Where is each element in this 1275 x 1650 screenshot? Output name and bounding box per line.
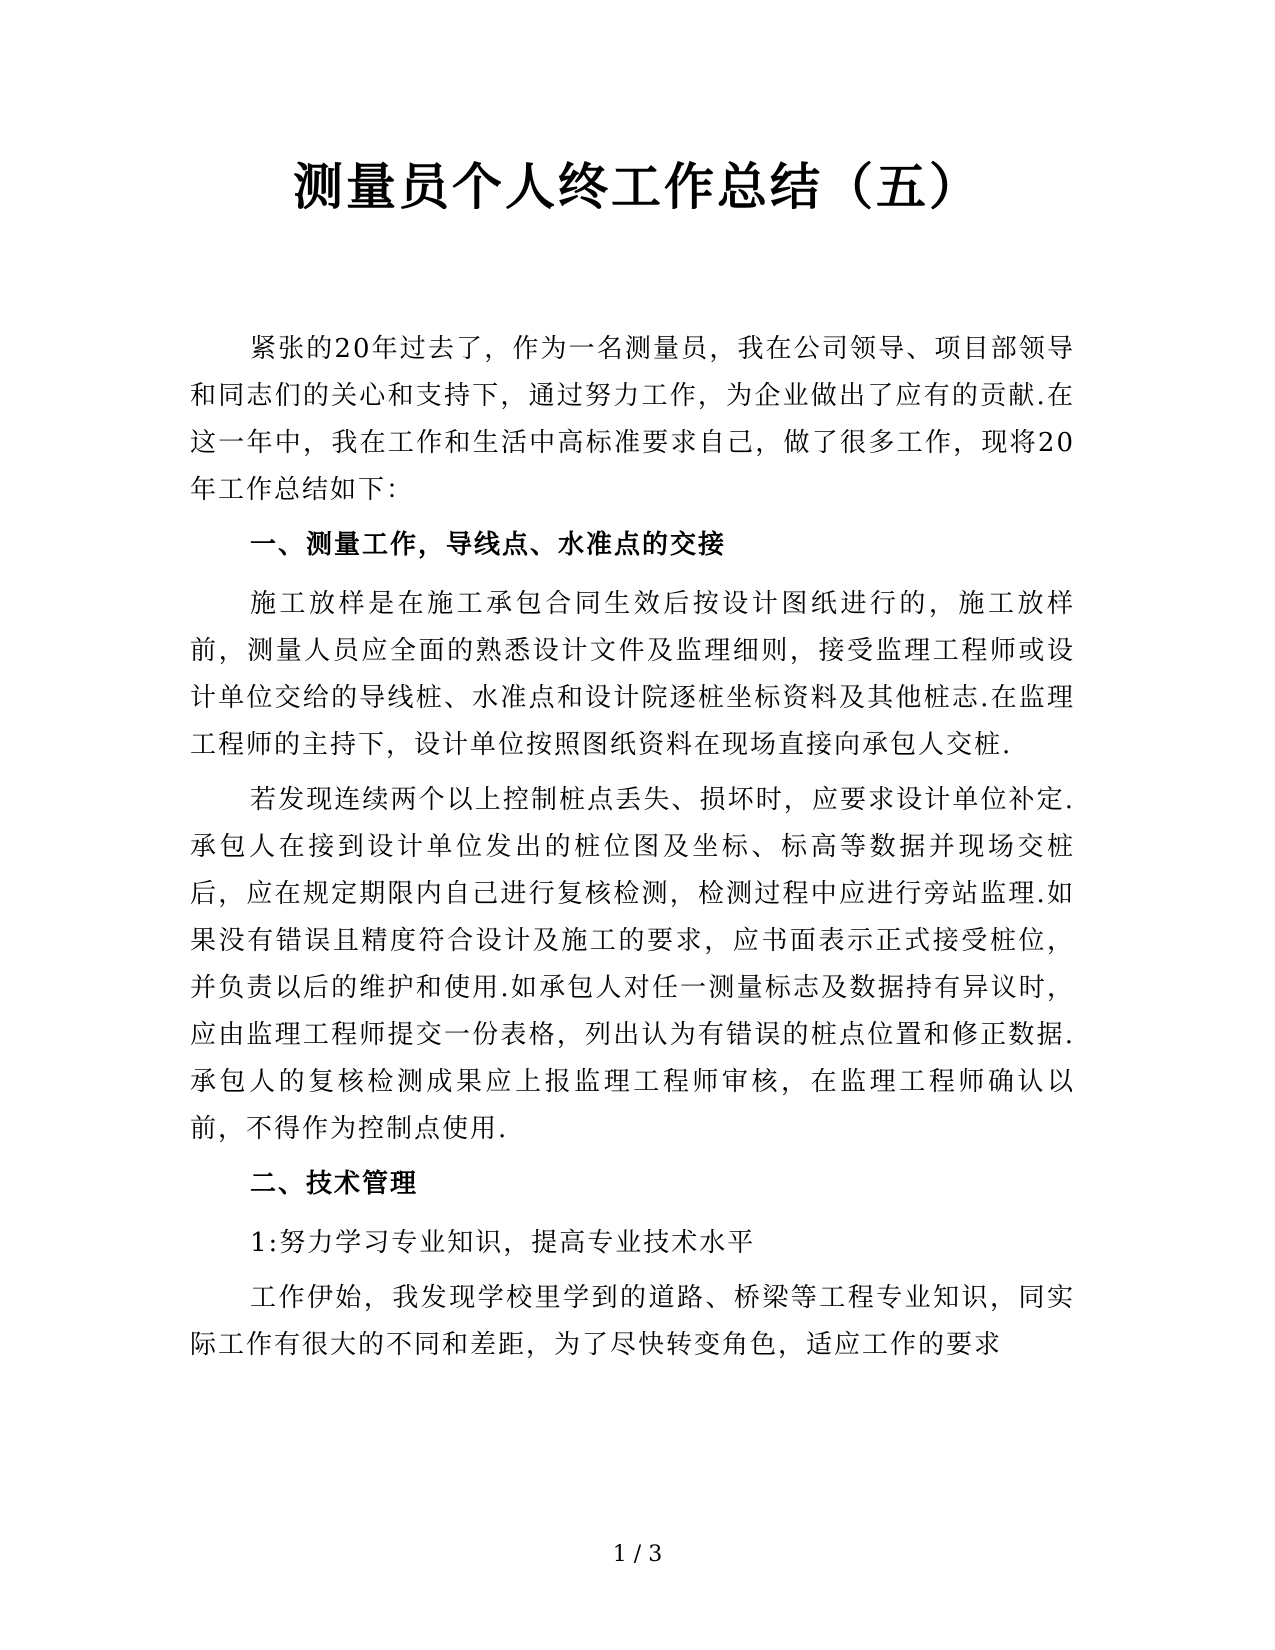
intro-paragraph: 紧张的20年过去了，作为一名测量员，我在公司领导、项目部领导和同志们的关心和支持下，通过努力工作，为企业做出了应有的贡献.在这一年中，我在工作和生活中高标准要求自己，做了很多工作，现将20年工作总结如下： <box>190 334 1075 505</box>
section-heading-1: 一、测量工作，导线点、水准点的交接 <box>250 530 727 560</box>
page-number: 1 / 3 <box>612 1542 663 1567</box>
section-heading-2: 二、技术管理 <box>250 1169 419 1199</box>
document-body <box>190 326 1075 1377</box>
subheading-1: 1:努力学习专业知识，提高专业技术水平 <box>250 1228 756 1258</box>
body-paragraph-1: 施工放样是在施工承包合同生效后按设计图纸进行的，施工放样前，测量人员应全面的熟悉设计文件及监理细则，接受监理工程师或设计单位交给的导线桩、水准点和设计院逐桩坐标资料及其他桩志.在监理工程师的主持下，设计单位按照图纸资料在现场直接向承包人交桩. <box>190 589 1075 760</box>
document-title: 测量员个人终工作总结（五） <box>293 157 982 216</box>
body-paragraph-2: 若发现连续两个以上控制桩点丢失、损坏时，应要求设计单位补定.承包人在接到设计单位发出的桩位图及坐标、标高等数据并现场交桩后，应在规定期限内自己进行复核检测，检测过程中应进行旁站监理.如果没有错误且精度符合设计及施工的要求，应书面表示正式接受桩位，并负责以后的维护和使用.如承包人对任一测量标志及数据持有异议时，应由监理工程师提交一份表格，列出认为有错误的桩点位置和修正数据.承包人的复核检测成果应上报监理工程师审核，在监理工程师确认以前，不得作为控制点使用. <box>190 785 1075 1144</box>
body-paragraph-3: 工作伊始，我发现学校里学到的道路、桥梁等工程专业知识，同实际工作有很大的不同和差距，为了尽快转变角色，适应工作的要求 <box>190 1283 1075 1360</box>
